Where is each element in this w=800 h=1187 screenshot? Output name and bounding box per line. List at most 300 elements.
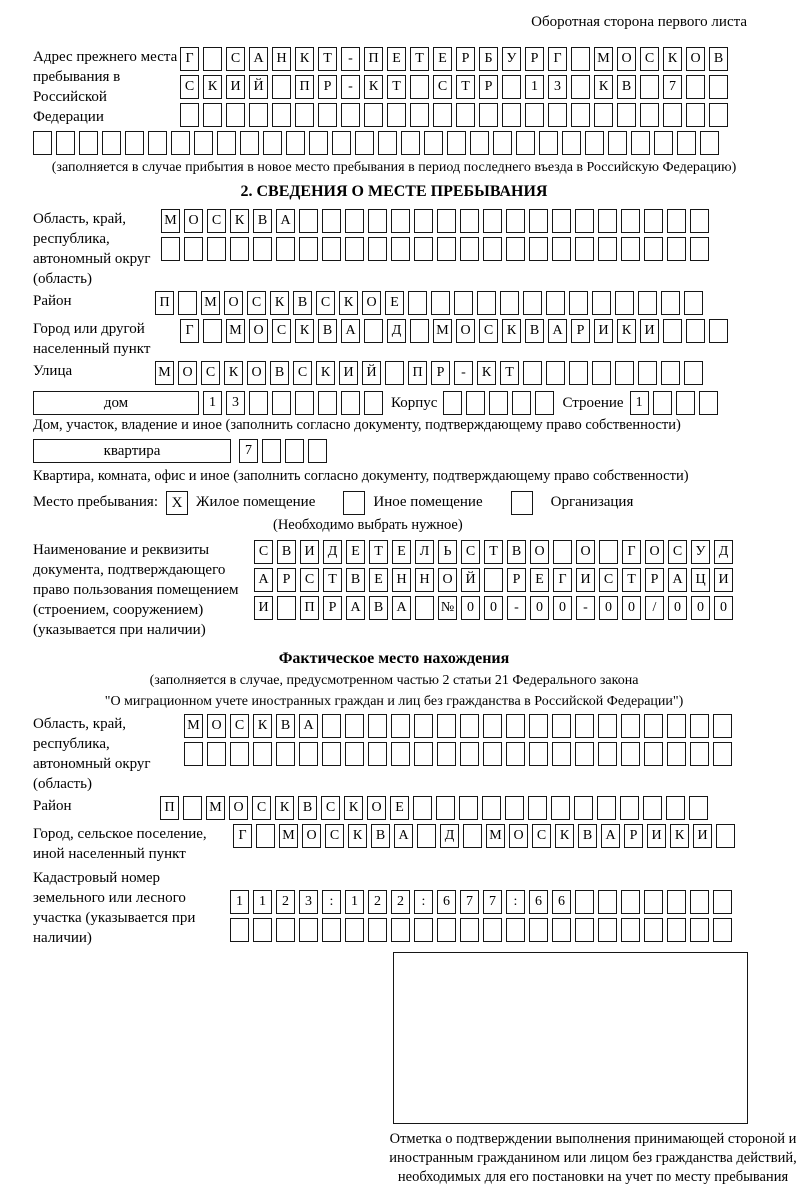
char-cell[interactable] <box>184 237 203 261</box>
char-cell[interactable]: 2 <box>368 890 387 914</box>
char-cell[interactable] <box>466 391 485 415</box>
char-cell[interactable] <box>700 131 719 155</box>
char-cell[interactable]: С <box>532 824 551 848</box>
char-cell[interactable]: С <box>433 75 452 99</box>
char-cell[interactable] <box>598 742 617 766</box>
char-cell[interactable] <box>667 714 686 738</box>
char-cell[interactable]: Е <box>387 47 406 71</box>
char-cell[interactable] <box>171 131 190 155</box>
char-cell[interactable]: В <box>318 319 337 343</box>
char-cell[interactable]: К <box>477 361 496 385</box>
char-cell[interactable]: С <box>599 568 618 592</box>
char-cell[interactable] <box>684 291 703 315</box>
char-cell[interactable] <box>690 890 709 914</box>
char-cell[interactable]: И <box>226 75 245 99</box>
char-cell[interactable] <box>253 742 272 766</box>
char-cell[interactable] <box>230 237 249 261</box>
char-cell[interactable]: М <box>486 824 505 848</box>
char-cell[interactable] <box>523 291 542 315</box>
char-cell[interactable]: Т <box>500 361 519 385</box>
char-cell[interactable] <box>500 291 519 315</box>
char-cell[interactable]: В <box>507 540 526 564</box>
char-cell[interactable] <box>489 391 508 415</box>
char-cell[interactable]: К <box>270 291 289 315</box>
char-cell[interactable] <box>183 796 202 820</box>
char-cell[interactable] <box>512 391 531 415</box>
char-cell[interactable]: Е <box>346 540 365 564</box>
char-cell[interactable]: П <box>408 361 427 385</box>
char-cell[interactable] <box>414 742 433 766</box>
char-cell[interactable] <box>529 237 548 261</box>
char-cell[interactable]: Ь <box>438 540 457 564</box>
char-cell[interactable]: Г <box>553 568 572 592</box>
char-cell[interactable]: 0 <box>668 596 687 620</box>
char-cell[interactable] <box>410 103 429 127</box>
char-cell[interactable]: О <box>178 361 197 385</box>
char-cell[interactable]: 7 <box>239 439 258 463</box>
char-cell[interactable] <box>525 103 544 127</box>
char-cell[interactable]: Д <box>387 319 406 343</box>
char-cell[interactable]: / <box>645 596 664 620</box>
char-cell[interactable] <box>667 209 686 233</box>
char-cell[interactable] <box>318 103 337 127</box>
char-cell[interactable] <box>226 103 245 127</box>
char-cell[interactable] <box>345 237 364 261</box>
char-cell[interactable] <box>551 796 570 820</box>
char-cell[interactable] <box>322 237 341 261</box>
char-cell[interactable]: Р <box>323 596 342 620</box>
char-cell[interactable] <box>253 237 272 261</box>
char-cell[interactable] <box>368 742 387 766</box>
char-cell[interactable]: № <box>438 596 457 620</box>
char-cell[interactable]: В <box>369 596 388 620</box>
char-cell[interactable] <box>552 237 571 261</box>
char-cell[interactable] <box>548 103 567 127</box>
char-cell[interactable] <box>79 131 98 155</box>
char-cell[interactable] <box>598 714 617 738</box>
char-cell[interactable] <box>516 131 535 155</box>
char-cell[interactable] <box>483 237 502 261</box>
char-cell[interactable] <box>341 103 360 127</box>
char-cell[interactable]: А <box>276 209 295 233</box>
char-cell[interactable]: О <box>645 540 664 564</box>
char-cell[interactable]: Т <box>484 540 503 564</box>
char-cell[interactable]: Б <box>479 47 498 71</box>
char-cell[interactable] <box>277 596 296 620</box>
char-cell[interactable]: Е <box>385 291 404 315</box>
char-cell[interactable]: К <box>275 796 294 820</box>
char-cell[interactable]: М <box>184 714 203 738</box>
char-cell[interactable] <box>690 209 709 233</box>
char-cell[interactable] <box>686 103 705 127</box>
char-cell[interactable] <box>391 209 410 233</box>
char-cell[interactable] <box>571 47 590 71</box>
char-cell[interactable]: Н <box>415 568 434 592</box>
char-cell[interactable] <box>295 391 314 415</box>
char-cell[interactable]: Е <box>530 568 549 592</box>
char-cell[interactable]: К <box>348 824 367 848</box>
char-cell[interactable]: А <box>548 319 567 343</box>
char-cell[interactable] <box>621 237 640 261</box>
char-cell[interactable]: : <box>506 890 525 914</box>
char-cell[interactable]: С <box>479 319 498 343</box>
char-cell[interactable]: Р <box>277 568 296 592</box>
char-cell[interactable]: С <box>254 540 273 564</box>
char-cell[interactable]: В <box>293 291 312 315</box>
char-cell[interactable] <box>621 714 640 738</box>
char-cell[interactable]: О <box>229 796 248 820</box>
char-cell[interactable] <box>617 103 636 127</box>
char-cell[interactable]: 1 <box>525 75 544 99</box>
char-cell[interactable]: Р <box>571 319 590 343</box>
char-cell[interactable] <box>699 391 718 415</box>
char-cell[interactable]: С <box>252 796 271 820</box>
char-cell[interactable]: Т <box>387 75 406 99</box>
char-cell[interactable] <box>184 742 203 766</box>
char-cell[interactable]: О <box>184 209 203 233</box>
char-cell[interactable] <box>456 103 475 127</box>
char-cell[interactable] <box>615 361 634 385</box>
char-cell[interactable] <box>502 75 521 99</box>
char-cell[interactable] <box>460 209 479 233</box>
char-cell[interactable] <box>506 237 525 261</box>
char-cell[interactable] <box>571 75 590 99</box>
char-cell[interactable] <box>621 209 640 233</box>
char-cell[interactable] <box>615 291 634 315</box>
char-cell[interactable]: Т <box>622 568 641 592</box>
char-cell[interactable] <box>505 796 524 820</box>
char-cell[interactable] <box>460 714 479 738</box>
char-cell[interactable]: В <box>346 568 365 592</box>
char-cell[interactable] <box>621 918 640 942</box>
char-cell[interactable]: 2 <box>276 890 295 914</box>
char-cell[interactable] <box>483 742 502 766</box>
char-cell[interactable]: 0 <box>553 596 572 620</box>
char-cell[interactable]: А <box>341 319 360 343</box>
char-cell[interactable] <box>713 890 732 914</box>
char-cell[interactable] <box>262 439 281 463</box>
char-cell[interactable] <box>332 131 351 155</box>
char-cell[interactable]: К <box>617 319 636 343</box>
char-cell[interactable]: П <box>300 596 319 620</box>
char-cell[interactable]: - <box>341 47 360 71</box>
char-cell[interactable] <box>506 714 525 738</box>
char-cell[interactable] <box>417 824 436 848</box>
char-cell[interactable]: А <box>668 568 687 592</box>
char-cell[interactable] <box>447 131 466 155</box>
kvartira-value-box[interactable]: квартира <box>33 439 231 463</box>
char-cell[interactable]: В <box>298 796 317 820</box>
char-cell[interactable]: А <box>392 596 411 620</box>
char-cell[interactable] <box>643 796 662 820</box>
char-cell[interactable] <box>663 103 682 127</box>
char-cell[interactable]: И <box>300 540 319 564</box>
char-cell[interactable]: Д <box>714 540 733 564</box>
char-cell[interactable]: К <box>663 47 682 71</box>
char-cell[interactable]: М <box>161 209 180 233</box>
char-cell[interactable] <box>385 361 404 385</box>
char-cell[interactable]: С <box>207 209 226 233</box>
char-cell[interactable] <box>713 714 732 738</box>
char-cell[interactable] <box>125 131 144 155</box>
char-cell[interactable] <box>644 209 663 233</box>
char-cell[interactable] <box>621 890 640 914</box>
char-cell[interactable] <box>240 131 259 155</box>
char-cell[interactable] <box>459 796 478 820</box>
char-cell[interactable] <box>410 75 429 99</box>
char-cell[interactable]: - <box>576 596 595 620</box>
char-cell[interactable] <box>437 209 456 233</box>
char-cell[interactable] <box>148 131 167 155</box>
char-cell[interactable] <box>276 918 295 942</box>
char-cell[interactable] <box>482 796 501 820</box>
char-cell[interactable] <box>253 918 272 942</box>
char-cell[interactable] <box>436 796 455 820</box>
char-cell[interactable] <box>463 824 482 848</box>
char-cell[interactable] <box>437 918 456 942</box>
char-cell[interactable] <box>454 291 473 315</box>
char-cell[interactable] <box>666 796 685 820</box>
char-cell[interactable]: С <box>272 319 291 343</box>
char-cell[interactable]: И <box>254 596 273 620</box>
char-cell[interactable] <box>654 131 673 155</box>
char-cell[interactable]: В <box>371 824 390 848</box>
char-cell[interactable]: Т <box>410 47 429 71</box>
char-cell[interactable]: Г <box>180 47 199 71</box>
char-cell[interactable] <box>364 391 383 415</box>
char-cell[interactable] <box>322 742 341 766</box>
char-cell[interactable]: К <box>230 209 249 233</box>
char-cell[interactable]: Р <box>624 824 643 848</box>
char-cell[interactable]: А <box>249 47 268 71</box>
char-cell[interactable]: М <box>279 824 298 848</box>
char-cell[interactable] <box>355 131 374 155</box>
char-cell[interactable] <box>575 209 594 233</box>
char-cell[interactable]: М <box>226 319 245 343</box>
char-cell[interactable]: О <box>686 47 705 71</box>
char-cell[interactable]: К <box>594 75 613 99</box>
char-cell[interactable] <box>437 714 456 738</box>
char-cell[interactable]: 2 <box>391 890 410 914</box>
char-cell[interactable]: П <box>160 796 179 820</box>
char-cell[interactable]: 7 <box>460 890 479 914</box>
char-cell[interactable]: М <box>201 291 220 315</box>
char-cell[interactable] <box>483 209 502 233</box>
char-cell[interactable]: 7 <box>663 75 682 99</box>
char-cell[interactable] <box>686 319 705 343</box>
char-cell[interactable] <box>424 131 443 155</box>
char-cell[interactable] <box>667 237 686 261</box>
char-cell[interactable]: С <box>226 47 245 71</box>
char-cell[interactable]: Р <box>525 47 544 71</box>
char-cell[interactable]: Р <box>456 47 475 71</box>
char-cell[interactable] <box>599 540 618 564</box>
char-cell[interactable] <box>562 131 581 155</box>
char-cell[interactable]: А <box>346 596 365 620</box>
char-cell[interactable]: С <box>230 714 249 738</box>
char-cell[interactable] <box>345 918 364 942</box>
char-cell[interactable] <box>640 103 659 127</box>
char-cell[interactable]: Й <box>249 75 268 99</box>
char-cell[interactable]: К <box>502 319 521 343</box>
char-cell[interactable] <box>667 742 686 766</box>
char-cell[interactable] <box>709 319 728 343</box>
char-cell[interactable] <box>585 131 604 155</box>
char-cell[interactable]: И <box>576 568 595 592</box>
char-cell[interactable] <box>552 918 571 942</box>
char-cell[interactable] <box>368 237 387 261</box>
char-cell[interactable]: И <box>693 824 712 848</box>
char-cell[interactable]: 0 <box>714 596 733 620</box>
char-cell[interactable] <box>598 209 617 233</box>
char-cell[interactable]: О <box>302 824 321 848</box>
char-cell[interactable] <box>598 237 617 261</box>
char-cell[interactable] <box>33 131 52 155</box>
char-cell[interactable] <box>644 714 663 738</box>
char-cell[interactable]: Й <box>461 568 480 592</box>
char-cell[interactable] <box>661 361 680 385</box>
char-cell[interactable]: 1 <box>253 890 272 914</box>
char-cell[interactable]: - <box>454 361 473 385</box>
char-cell[interactable] <box>299 918 318 942</box>
char-cell[interactable] <box>592 361 611 385</box>
char-cell[interactable] <box>414 714 433 738</box>
char-cell[interactable] <box>368 918 387 942</box>
char-cell[interactable] <box>506 742 525 766</box>
char-cell[interactable]: К <box>339 291 358 315</box>
char-cell[interactable]: С <box>180 75 199 99</box>
char-cell[interactable] <box>620 796 639 820</box>
char-cell[interactable]: И <box>714 568 733 592</box>
char-cell[interactable]: - <box>507 596 526 620</box>
char-cell[interactable] <box>460 918 479 942</box>
char-cell[interactable]: К <box>316 361 335 385</box>
char-cell[interactable] <box>640 75 659 99</box>
char-cell[interactable]: К <box>670 824 689 848</box>
char-cell[interactable] <box>415 596 434 620</box>
char-cell[interactable] <box>528 796 547 820</box>
char-cell[interactable]: Е <box>369 568 388 592</box>
char-cell[interactable]: О <box>456 319 475 343</box>
char-cell[interactable] <box>299 209 318 233</box>
char-cell[interactable] <box>539 131 558 155</box>
char-cell[interactable]: П <box>155 291 174 315</box>
char-cell[interactable]: Н <box>392 568 411 592</box>
char-cell[interactable] <box>598 918 617 942</box>
char-cell[interactable]: Е <box>390 796 409 820</box>
char-cell[interactable]: Р <box>507 568 526 592</box>
char-cell[interactable] <box>345 742 364 766</box>
char-cell[interactable]: К <box>364 75 383 99</box>
char-cell[interactable] <box>638 361 657 385</box>
char-cell[interactable] <box>203 103 222 127</box>
char-cell[interactable]: В <box>617 75 636 99</box>
char-cell[interactable] <box>318 391 337 415</box>
char-cell[interactable] <box>368 209 387 233</box>
char-cell[interactable] <box>709 103 728 127</box>
char-cell[interactable] <box>483 714 502 738</box>
char-cell[interactable] <box>322 209 341 233</box>
char-cell[interactable] <box>529 209 548 233</box>
char-cell[interactable] <box>364 319 383 343</box>
char-cell[interactable] <box>661 291 680 315</box>
char-cell[interactable] <box>443 391 462 415</box>
char-cell[interactable] <box>575 714 594 738</box>
char-cell[interactable] <box>341 391 360 415</box>
char-cell[interactable] <box>667 918 686 942</box>
char-cell[interactable] <box>295 103 314 127</box>
char-cell[interactable] <box>713 918 732 942</box>
char-cell[interactable]: 0 <box>530 596 549 620</box>
char-cell[interactable]: Р <box>318 75 337 99</box>
char-cell[interactable] <box>644 237 663 261</box>
char-cell[interactable] <box>594 103 613 127</box>
char-cell[interactable]: П <box>295 75 314 99</box>
char-cell[interactable] <box>387 103 406 127</box>
char-cell[interactable]: К <box>203 75 222 99</box>
checkbox-organizatsiya[interactable] <box>511 491 533 515</box>
char-cell[interactable] <box>276 237 295 261</box>
char-cell[interactable] <box>401 131 420 155</box>
char-cell[interactable]: И <box>640 319 659 343</box>
char-cell[interactable] <box>506 209 525 233</box>
char-cell[interactable] <box>553 540 572 564</box>
char-cell[interactable] <box>161 237 180 261</box>
char-cell[interactable]: О <box>249 319 268 343</box>
char-cell[interactable]: 3 <box>226 391 245 415</box>
char-cell[interactable]: Т <box>323 568 342 592</box>
char-cell[interactable]: О <box>617 47 636 71</box>
char-cell[interactable] <box>391 742 410 766</box>
char-cell[interactable] <box>203 319 222 343</box>
char-cell[interactable] <box>230 742 249 766</box>
char-cell[interactable]: И <box>647 824 666 848</box>
char-cell[interactable] <box>368 714 387 738</box>
char-cell[interactable] <box>493 131 512 155</box>
char-cell[interactable]: В <box>270 361 289 385</box>
char-cell[interactable]: О <box>224 291 243 315</box>
char-cell[interactable] <box>308 439 327 463</box>
char-cell[interactable] <box>552 209 571 233</box>
char-cell[interactable] <box>286 131 305 155</box>
char-cell[interactable]: 3 <box>548 75 567 99</box>
char-cell[interactable] <box>529 714 548 738</box>
char-cell[interactable] <box>217 131 236 155</box>
char-cell[interactable]: С <box>321 796 340 820</box>
char-cell[interactable] <box>574 796 593 820</box>
char-cell[interactable] <box>414 918 433 942</box>
char-cell[interactable]: О <box>362 291 381 315</box>
char-cell[interactable] <box>575 742 594 766</box>
char-cell[interactable]: 1 <box>345 890 364 914</box>
char-cell[interactable] <box>709 75 728 99</box>
char-cell[interactable]: М <box>206 796 225 820</box>
char-cell[interactable]: 0 <box>461 596 480 620</box>
char-cell[interactable] <box>272 75 291 99</box>
char-cell[interactable] <box>203 47 222 71</box>
char-cell[interactable]: К <box>555 824 574 848</box>
char-cell[interactable]: О <box>438 568 457 592</box>
checkbox-zhiloe[interactable]: X <box>166 491 188 515</box>
char-cell[interactable]: 3 <box>299 890 318 914</box>
char-cell[interactable] <box>460 742 479 766</box>
char-cell[interactable]: Р <box>479 75 498 99</box>
char-cell[interactable] <box>575 237 594 261</box>
char-cell[interactable] <box>194 131 213 155</box>
char-cell[interactable] <box>690 918 709 942</box>
char-cell[interactable] <box>686 75 705 99</box>
char-cell[interactable] <box>410 319 429 343</box>
